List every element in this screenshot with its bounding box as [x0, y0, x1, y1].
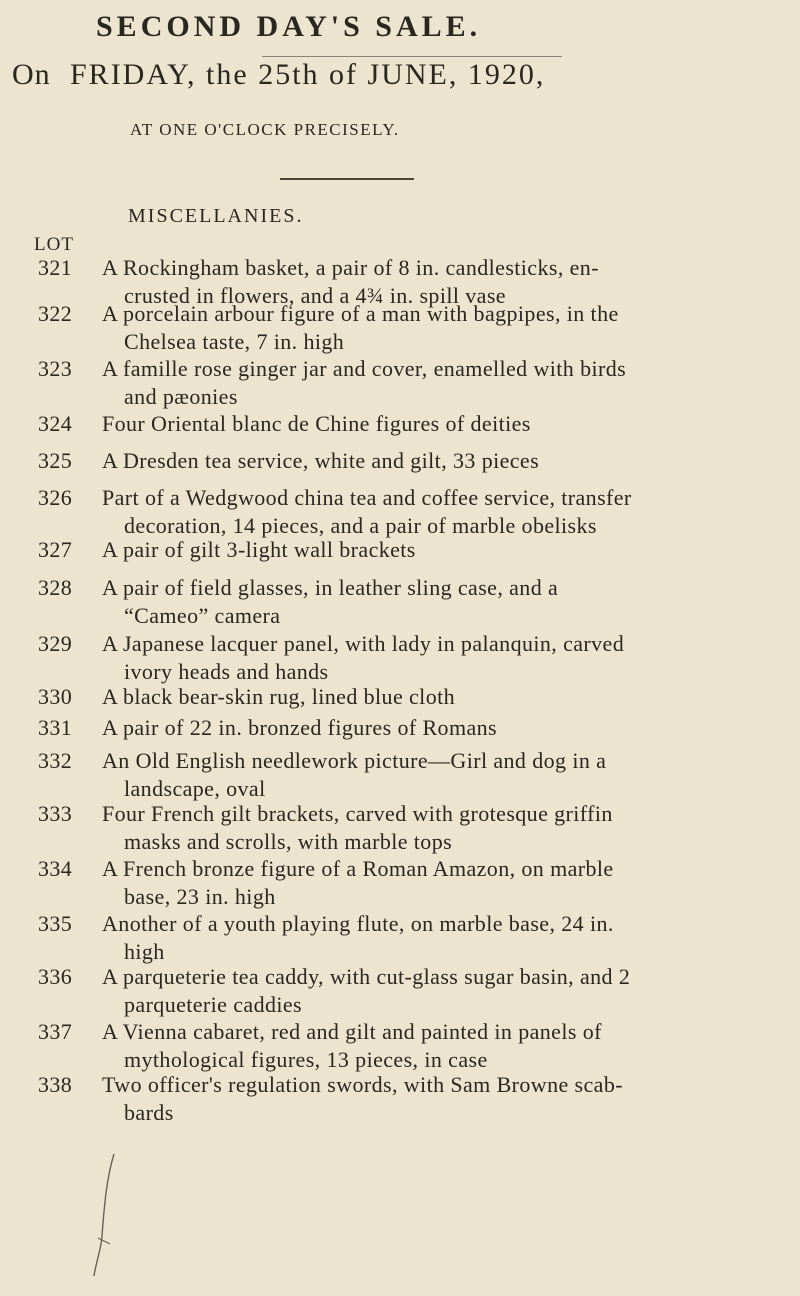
lot-description-line: Four Oriental blanc de Chine figures of deities	[102, 411, 531, 436]
lot-description-line: A pair of field glasses, in leather sling case, and a	[102, 575, 559, 600]
lot-number: 324	[38, 411, 73, 436]
lot-description	[102, 574, 792, 630]
lot-number: 322	[38, 301, 73, 326]
lot-number: 321	[38, 255, 73, 280]
lot-description	[102, 800, 792, 856]
lot-number: 327	[38, 537, 73, 562]
lot-description-line: base, 23 in. high	[124, 884, 276, 909]
lot-description-line: A French bronze figure of a Roman Amazon, on marble	[102, 856, 614, 881]
lot-number: 330	[38, 684, 73, 709]
lot-description-line: and pæonies	[124, 384, 238, 409]
lot-description-line: A pair of 22 in. bronzed figures of Romans	[102, 715, 497, 740]
lot-description	[102, 536, 792, 564]
lot-number: 323	[38, 356, 73, 381]
sale-title: SECOND DAY'S SALE.	[96, 10, 482, 43]
lot-description	[102, 1018, 792, 1074]
lot-number: 335	[38, 911, 73, 936]
lot-description	[102, 300, 792, 356]
lot-number: 337	[38, 1019, 73, 1044]
section-heading: MISCELLANIES.	[128, 205, 304, 227]
lot-description-line: ivory heads and hands	[124, 659, 329, 684]
lot-number: 331	[38, 715, 73, 740]
lot-number: 338	[38, 1072, 73, 1097]
lot-description	[102, 447, 792, 475]
on-label: On	[12, 58, 51, 91]
lot-number: 326	[38, 485, 73, 510]
lot-number: 328	[38, 575, 73, 600]
lot-description-line: A Vienna cabaret, red and gilt and painted in panels of	[102, 1019, 602, 1044]
sale-date: FRIDAY, the 25th of JUNE, 1920,	[70, 58, 546, 91]
lot-number: 332	[38, 748, 73, 773]
lot-description-line: Four French gilt brackets, carved with grotesque griffin	[102, 801, 613, 826]
lot-description-line: A parqueterie tea caddy, with cut-glass sugar basin, and 2	[102, 964, 631, 989]
lot-description-line: masks and scrolls, with marble tops	[124, 829, 453, 854]
lot-description-line: A Japanese lacquer panel, with lady in palanquin, carved	[102, 631, 625, 656]
lot-number: 336	[38, 964, 73, 989]
lot-column-heading: LOT	[34, 234, 74, 255]
lot-description-line: landscape, oval	[124, 776, 266, 801]
lot-description	[102, 910, 792, 966]
lot-description	[102, 683, 792, 711]
lot-description-line: decoration, 14 pieces, and a pair of marble obelisks	[124, 513, 597, 538]
lot-description-line: A Rockingham basket, a pair of 8 in. candlesticks, en-	[102, 255, 599, 280]
lot-number: 334	[38, 856, 73, 881]
lot-description	[102, 355, 792, 411]
lot-description-line: “Cameo” camera	[124, 603, 281, 628]
lot-description	[102, 747, 792, 803]
lot-description	[102, 630, 792, 686]
lot-number: 325	[38, 448, 73, 473]
lot-description-line: Two officer's regulation swords, with Sam Browne scab-	[102, 1072, 623, 1097]
lot-description-line: high	[124, 939, 165, 964]
pencil-mark	[92, 1150, 122, 1280]
lot-description-line: Part of a Wedgwood china tea and coffee service, transfer	[102, 485, 632, 510]
lot-description-line: A pair of gilt 3-light wall brackets	[102, 537, 416, 562]
sale-time: AT ONE O'CLOCK PRECISELY.	[130, 120, 400, 139]
lot-description-line: A Dresden tea service, white and gilt, 33 pieces	[102, 448, 540, 473]
lot-description-line: Chelsea taste, 7 in. high	[124, 329, 345, 354]
lot-description-line: An Old English needlework picture—Girl and dog in a	[102, 748, 607, 773]
lot-description	[102, 714, 792, 742]
lot-description-line: crusted in flowers, and a 4¾ in. spill vase	[124, 283, 506, 308]
lot-description	[102, 855, 792, 911]
lot-description-line: mythological figures, 13 pieces, in case	[124, 1047, 488, 1072]
lot-description	[102, 484, 792, 540]
lot-description-line: bards	[124, 1100, 174, 1125]
lot-description-line: parqueterie caddies	[124, 992, 303, 1017]
lot-description	[102, 1071, 792, 1127]
lot-description	[102, 410, 792, 438]
lot-number: 329	[38, 631, 73, 656]
lot-description-line: A famille rose ginger jar and cover, enamelled with birds	[102, 356, 627, 381]
lot-description-line: A black bear-skin rug, lined blue cloth	[102, 684, 456, 709]
lot-description	[102, 963, 792, 1019]
lot-description-line: Another of a youth playing flute, on marble base, 24 in.	[102, 911, 614, 936]
title-rule	[262, 56, 562, 57]
section-rule	[280, 178, 414, 180]
lot-description-line: A porcelain arbour figure of a man with bagpipes, in the	[102, 301, 619, 326]
lot-number: 333	[38, 801, 73, 826]
